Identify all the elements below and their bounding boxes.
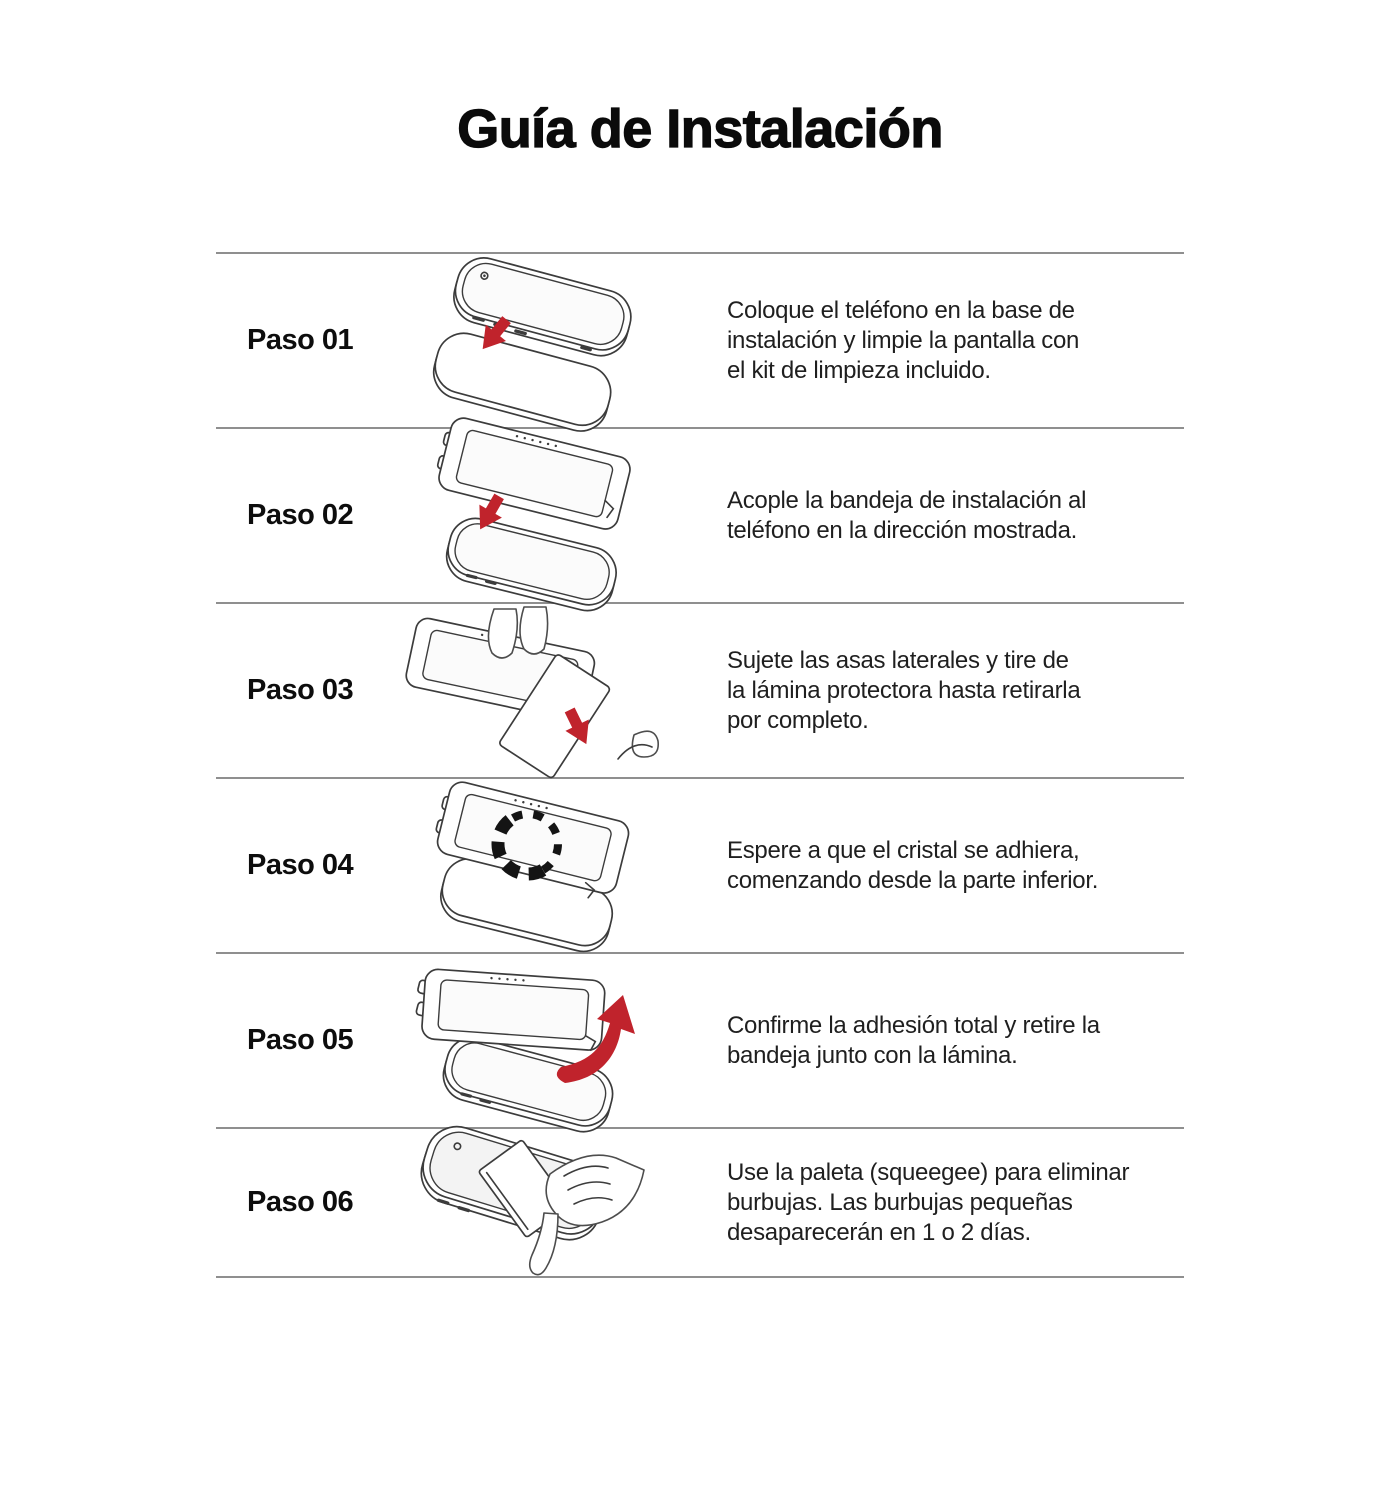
pull-film-illustration xyxy=(389,607,665,775)
remove-tray-icon xyxy=(397,957,657,1125)
installation-steps-table xyxy=(216,252,1184,1278)
instruction-line: bandeja junto con la lámina. xyxy=(727,1041,1018,1069)
squeegee-illustration xyxy=(389,1118,665,1288)
instruction-line: teléfono en la dirección mostrada. xyxy=(727,516,1078,544)
step-label: Paso 03 xyxy=(247,674,354,706)
step-instructions xyxy=(665,1011,1184,1071)
tray-onto-phone-illustration xyxy=(389,430,665,602)
instruction-line: Confirme la adhesión total y retire la xyxy=(727,1011,1100,1039)
instruction-line: Use la paleta (squeegee) para eliminar xyxy=(727,1158,1130,1186)
phone-onto-base-illustration xyxy=(389,257,665,425)
instruction-line: Acople la bandeja de instalación al xyxy=(727,486,1087,514)
instruction-line: Sujete las asas laterales y tire de xyxy=(727,646,1069,674)
step-instructions xyxy=(665,836,1184,896)
step-row-5 xyxy=(216,952,1184,1127)
step-row-6 xyxy=(216,1127,1184,1278)
step-label: Paso 05 xyxy=(247,1024,354,1056)
instruction-line: el kit de limpieza incluido. xyxy=(727,356,991,384)
pull-film-icon xyxy=(382,607,672,775)
instruction-line: burbujas. Las burbujas pequeñas xyxy=(727,1188,1073,1216)
remove-tray-illustration xyxy=(389,957,665,1125)
step-label: Paso 04 xyxy=(247,849,354,881)
instruction-line: Espere a que el cristal se adhiera, xyxy=(727,836,1080,864)
step-label: Paso 06 xyxy=(247,1186,354,1218)
squeegee-icon xyxy=(392,1118,662,1288)
phone-onto-base-icon xyxy=(402,257,652,425)
step-row-2 xyxy=(216,427,1184,602)
instruction-line: la lámina protectora hasta retirarla xyxy=(727,676,1081,704)
tray-onto-phone-icon xyxy=(402,430,652,602)
page-title: Guía de Instalación xyxy=(457,99,943,159)
glass-adhesion-illustration xyxy=(389,782,665,950)
step-instructions xyxy=(665,486,1184,546)
step-row-4 xyxy=(216,777,1184,952)
instruction-line: comenzando desde la parte inferior. xyxy=(727,866,1099,894)
glass-adhesion-icon xyxy=(402,782,652,950)
step-row-1 xyxy=(216,252,1184,427)
instruction-line: instalación y limpie la pantalla con xyxy=(727,326,1080,354)
instruction-line: desaparecerán en 1 o 2 días. xyxy=(727,1218,1031,1246)
step-instructions xyxy=(665,296,1184,386)
step-instructions xyxy=(665,1158,1184,1248)
step-instructions xyxy=(665,646,1184,736)
instruction-line: por completo. xyxy=(727,706,869,734)
step-label: Paso 01 xyxy=(247,324,354,356)
step-label: Paso 02 xyxy=(247,499,354,531)
step-row-3 xyxy=(216,602,1184,777)
instruction-line: Coloque el teléfono en la base de xyxy=(727,296,1075,324)
